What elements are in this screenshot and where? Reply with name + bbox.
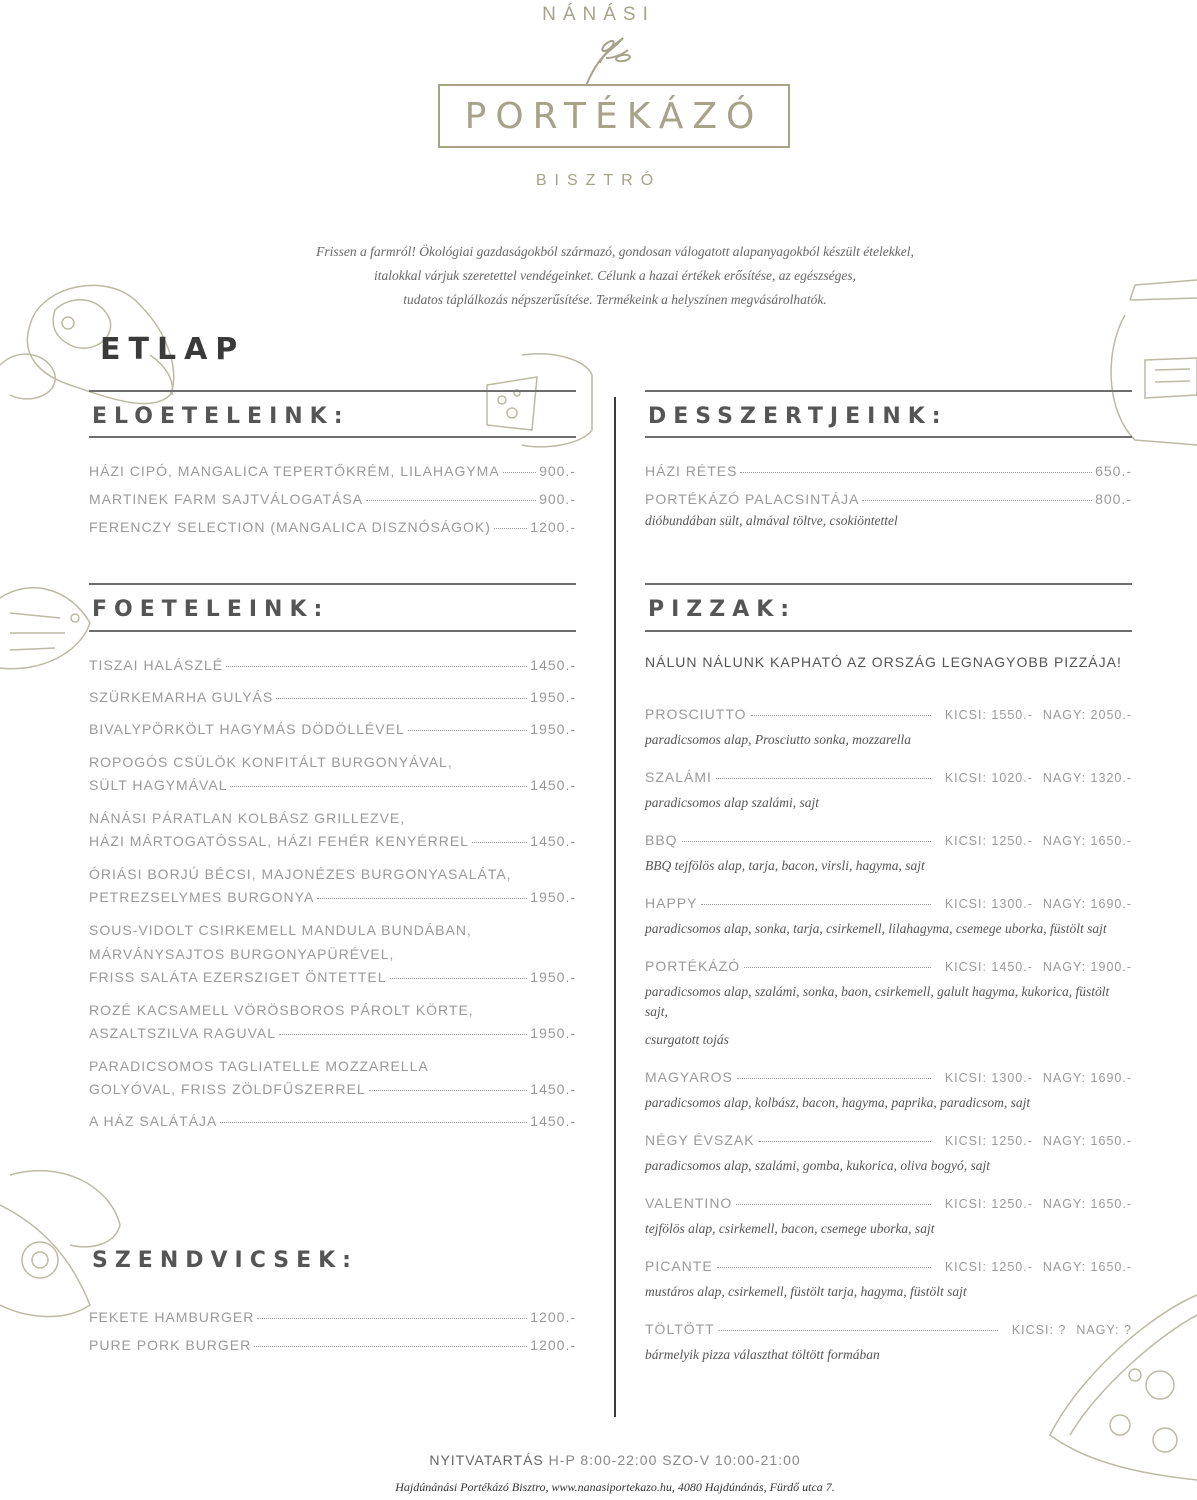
menu-item-name: GOLYÓVAL, FRISS ZÖLDFŰSZERREL (89, 1081, 366, 1097)
pizza-item (645, 769, 1132, 813)
intro-line: tudatos táplálkozás népszerűsítése. Termékeink a helyszínen megvásárolhatók. (403, 292, 827, 307)
pizza-price-small: KICSI: 1300.- (944, 1071, 1033, 1085)
menu-item-name: FRISS SALÁTA EZERSZIGET ÖNTETTEL (89, 969, 387, 985)
pizza-row (645, 832, 1132, 848)
dot-leader (257, 1318, 527, 1319)
menu-item-row (89, 886, 576, 908)
pizza-item (645, 1258, 1132, 1302)
pizza-prices (945, 834, 1132, 848)
pizza-name: NÉGY ÉVSZAK (645, 1132, 755, 1148)
menu-item (89, 1054, 576, 1100)
pizza-row (645, 1258, 1132, 1274)
pizza-price-large: NAGY: 1900.- (1042, 960, 1132, 974)
menu-item-line: ROZÉ KACSAMELL VÖRÖSBOROS PÁROLT KÖRTE, (89, 1002, 474, 1018)
menu-item-name: MARTINEK FARM SAJTVÁLOGATÁSA (89, 491, 364, 507)
pizza-name: TÖLTÖTT (645, 1321, 715, 1337)
dot-leader (230, 786, 527, 787)
pizza-row (645, 1069, 1132, 1085)
menu-item-name: PURE PORK BURGER (89, 1337, 252, 1353)
pizza-name: MAGYAROS (645, 1069, 733, 1085)
footer-address: Hajdúnánási Portékázó Bisztro, www.nanasiportekazo.hu, 4080 Hajdúnánás, Fürdő utca 7. (395, 1480, 835, 1494)
dot-leader (701, 904, 930, 905)
section-rule (89, 390, 576, 392)
pizza-description: tejfölös alap, csirkemell, bacon, csemege uborka, sajt (645, 1221, 935, 1236)
menu-item (89, 1110, 576, 1132)
pizza-prices (945, 960, 1132, 974)
dot-leader (682, 841, 931, 842)
pizza-prices (945, 1134, 1132, 1148)
menu-item-description: dióbundában sült, almával töltve, csokiöntettel (645, 513, 898, 528)
menu-item-line: SOUS-VIDOLT CSIRKEMELL MANDULA BUNDÁBAN, (89, 922, 472, 938)
pizza-name: PORTÉKÁZÓ (645, 958, 741, 974)
menu-item-row (89, 1337, 576, 1353)
logo-main-text: PORTÉKÁZÓ (464, 96, 764, 137)
pizza-description: paradicsomos alap, szalámi, sonka, baon, csirkemell, galult hagyma, kukorica, füstölt sajt, (645, 984, 1110, 1019)
menu-item (89, 718, 576, 740)
menu-item-price: 1200.- (530, 1337, 576, 1353)
menu-item-name: SÜLT HAGYMÁVAL (89, 777, 228, 793)
pizza-price-large: NAGY: 2050.- (1042, 708, 1132, 722)
dot-leader (472, 842, 527, 843)
dot-leader (408, 730, 528, 731)
menu-item-name: BIVALYPÖRKÖLT HAGYMÁS DÖDÖLLÉVEL (89, 721, 405, 737)
menu-item-name: FEKETE HAMBURGER (89, 1309, 255, 1325)
menu-item-price: 900.- (539, 491, 576, 507)
dot-leader (317, 898, 527, 899)
menu-item-name: HÁZI CIPÓ, MANGALICA TEPERTŐKRÉM, LILAHAGYMA (89, 463, 500, 479)
pizza-prices (945, 708, 1132, 722)
menu-item-price: 1450.- (530, 777, 576, 793)
menu-item-line: ROPOGÓS CSÜLÖK KONFITÁLT BURGONYÁVAL, (89, 754, 453, 770)
menu-item-price: 1950.- (530, 689, 576, 705)
section-rule (645, 583, 1132, 585)
cheese-sketch (482, 345, 602, 455)
menu-item-line: NÁNÁSI PÁRATLAN KOLBÁSZ GRILLEZVE, (89, 810, 406, 826)
pizza-name: BBQ (645, 832, 678, 848)
menu-item (89, 862, 576, 908)
pizza-name: PICANTE (645, 1258, 713, 1274)
pizza-price-large: NAGY: 1320.- (1042, 771, 1132, 785)
pizza-price-large: NAGY: ? (1076, 1323, 1132, 1337)
szendvicsek-list (89, 1309, 576, 1365)
dot-leader (717, 1267, 931, 1268)
menu-item-name: PETREZSELYMES BURGONYA (89, 889, 315, 905)
pizza-description: paradicsomos alap, sonka, tarja, csirkemell, lilahagyma, csemege uborka, füstölt sajt (645, 921, 1107, 936)
menu-item-row (89, 774, 576, 796)
menu-item-price: 1450.- (530, 1113, 576, 1129)
menu-item-line: ÓRIÁSI BORJÚ BÉCSI, MAJONÉZES BURGONYASALÁTA, (89, 866, 512, 882)
dot-leader (494, 528, 527, 529)
intro-line: italokkal várjuk szeretettel vendégeinket. Célunk a hazai értékek erősítése, az egészséges, (374, 268, 856, 283)
pizza-prices (945, 1197, 1132, 1211)
desszertek-list (645, 463, 1132, 541)
menu-item-row (89, 830, 576, 852)
menu-item-price: 1450.- (530, 833, 576, 849)
menu-item-row (89, 491, 576, 507)
pizza-item (645, 1069, 1132, 1113)
dot-leader (751, 715, 931, 716)
dot-leader (276, 698, 527, 699)
menu-item-name: TISZAI HALÁSZLÉ (89, 657, 224, 673)
menu-item-name: A HÁZ SALÁTÁJA (89, 1113, 218, 1129)
menu-item-row (89, 654, 576, 676)
wheat-icon (578, 28, 638, 88)
menu-item-name: PORTÉKÁZÓ PALACSINTÁJA (645, 491, 860, 507)
pizza-name: PROSCIUTTO (645, 706, 747, 722)
eloetelek-list (89, 463, 576, 547)
pizza-name: VALENTINO (645, 1195, 733, 1211)
pizza-description: csurgatott tojás (645, 1032, 729, 1047)
pizza-price-large: NAGY: 1690.- (1042, 1071, 1132, 1085)
menu-item-row (645, 463, 1132, 479)
pizza-price-large: NAGY: 1650.- (1042, 1134, 1132, 1148)
menu-item-row (89, 1110, 576, 1132)
dot-leader (226, 666, 527, 667)
jar-sketch (1105, 270, 1197, 450)
dot-leader (366, 500, 536, 501)
opening-hours-value: H-P 8:00-22:00 SZO-V 10:00-21:00 (548, 1452, 801, 1468)
menu-item (89, 806, 576, 852)
menu-item-row (89, 686, 576, 708)
menu-item-price: 1200.- (530, 519, 576, 535)
menu-item-price: 1950.- (530, 969, 576, 985)
pizza-description: paradicsomos alap szalámi, sajt (645, 795, 820, 810)
pizza-prices (945, 1260, 1132, 1274)
menu-item-row (89, 519, 576, 535)
pizza-row (645, 1195, 1132, 1211)
fish-sketch (0, 578, 100, 678)
menu-item-name: ASZALTSZILVA RAGUVAL (89, 1025, 277, 1041)
pizza-price-small: KICSI: 1300.- (944, 897, 1033, 911)
pizza-price-large: NAGY: 1650.- (1042, 834, 1132, 848)
dot-leader (862, 500, 1092, 501)
pizza-name: SZALÁMI (645, 769, 712, 785)
menu-item-price: 900.- (539, 463, 576, 479)
pizza-row (645, 958, 1132, 974)
menu-item-price: 1950.- (530, 889, 576, 905)
column-divider (614, 397, 616, 1417)
section-rule (645, 390, 1132, 392)
menu-item-name: HÁZI MÁRTOGATÓSSAL, HÁZI FEHÉR KENYÉRREL (89, 833, 469, 849)
pizza-price-small: KICSI: 1020.- (944, 771, 1033, 785)
dot-leader (369, 1090, 528, 1091)
pizza-row (645, 895, 1132, 911)
pizza-description: bármelyik pizza választhat töltött formában (645, 1347, 880, 1362)
dot-leader (744, 967, 931, 968)
opening-hours (0, 1452, 1197, 1468)
menu-item-name: HÁZI RÉTES (645, 463, 738, 479)
menu-item (89, 654, 576, 676)
section-title-eloetelek: ELOETELEINK: (92, 404, 350, 429)
menu-item (89, 998, 576, 1044)
menu-item-price: 1950.- (530, 1025, 576, 1041)
dot-leader (716, 778, 931, 779)
section-title-pizzak: PIZZAK: (648, 597, 797, 622)
pizza-description: mustáros alap, csirkemell, füstölt tarja, hagyma, füstölt sajt (645, 1284, 967, 1299)
dot-leader (279, 1034, 527, 1035)
pizza-price-large: NAGY: 1690.- (1042, 897, 1132, 911)
dot-leader (390, 978, 528, 979)
pizza-price-large: NAGY: 1650.- (1042, 1260, 1132, 1274)
pizza-price-small: KICSI: ? (1011, 1323, 1067, 1337)
menu-item-price: 1450.- (530, 657, 576, 673)
pizza-prices (945, 1071, 1132, 1085)
pizzak-list (645, 706, 1132, 1384)
menu-item-row (89, 1022, 576, 1044)
section-rule (89, 436, 576, 438)
menu-item-name: SZÜRKEMARHA GULYÁS (89, 689, 274, 705)
pizza-row (645, 1321, 1132, 1337)
pizza-price-small: KICSI: 1250.- (944, 834, 1033, 848)
menu-item (645, 491, 1132, 529)
dot-leader (254, 1346, 527, 1347)
pizza-note: NÁLUN NÁLUNK KAPHATÓ AZ ORSZÁG LEGNAGYOBB PIZZÁJA! (645, 654, 1122, 670)
menu-item-row (89, 1309, 576, 1325)
menu-item-price: 1200.- (530, 1309, 576, 1325)
pizza-price-small: KICSI: 1250.- (944, 1260, 1033, 1274)
pizza-prices (945, 771, 1132, 785)
menu-item (89, 750, 576, 796)
pizza-row (645, 706, 1132, 722)
pizza-description: paradicsomos alap, kolbász, bacon, hagyma, paprika, paradicsom, sajt (645, 1095, 1031, 1110)
pizza-name: HAPPY (645, 895, 698, 911)
section-rule (89, 630, 576, 632)
intro-text (250, 240, 980, 312)
pizza-item (645, 895, 1132, 939)
menu-item-name: FERENCZY SELECTION (MANGALICA DISZNÓSÁGOK) (89, 519, 491, 535)
pizza-price-large: NAGY: 1650.- (1042, 1197, 1132, 1211)
menu-item (89, 918, 576, 988)
pizza-price-small: KICSI: 1550.- (944, 708, 1033, 722)
pizza-description: paradicsomos alap, Prosciutto sonka, mozzarella (645, 732, 911, 747)
section-rule (89, 583, 576, 585)
pizza-item (645, 1195, 1132, 1239)
pizza-item (645, 1321, 1132, 1365)
menu-item (89, 686, 576, 708)
menu-item-line: MÁRVÁNYSAJTOS BURGONYAPÜRÉVEL, (89, 946, 395, 962)
intro-line: Frissen a farmról! Ökológiai gazdaságokból származó, gondosan válogatott alapanyagokból készült ételekkel, (316, 244, 914, 259)
menu-item-row (89, 1078, 576, 1100)
menu-item-row (89, 463, 576, 479)
dot-leader (719, 1330, 998, 1331)
pizza-item (645, 706, 1132, 750)
menu-item-line: PARADICSOMOS TAGLIATELLE MOZZARELLA (89, 1058, 429, 1074)
section-rule (645, 436, 1132, 438)
section-rule (645, 630, 1132, 632)
section-title-foetelek: FOETELEINK: (92, 597, 330, 622)
pizza-item (645, 1132, 1132, 1176)
menu-item-price: 1450.- (530, 1081, 576, 1097)
pizza-item (645, 958, 1132, 1050)
pizza-price-small: KICSI: 1450.- (944, 960, 1033, 974)
pizza-row (645, 1132, 1132, 1148)
section-title-desszertek: DESSZERTJEINK: (648, 404, 948, 429)
menu-item-price: 800.- (1095, 491, 1132, 507)
dot-leader (737, 1078, 931, 1079)
pizza-prices (945, 897, 1132, 911)
pizza-description: paradicsomos alap, szalámi, gomba, kukorica, oliva bogyó, sajt (645, 1158, 990, 1173)
menu-item-price: 1950.- (530, 721, 576, 737)
dot-leader (740, 472, 1092, 473)
logo-top-text: NÁNÁSI (542, 4, 655, 25)
foetelek-list (89, 654, 576, 1142)
menu-item-row (89, 966, 576, 988)
dot-leader (220, 1122, 527, 1123)
menu-item (645, 463, 1132, 479)
page-title: ETLAP (100, 332, 246, 367)
pizza-price-small: KICSI: 1250.- (944, 1134, 1033, 1148)
logo-bottom-text: BISZTRÓ (535, 172, 662, 189)
menu-item-row (89, 718, 576, 740)
dot-leader (503, 472, 536, 473)
section-title-szendvicsek: SZENDVICSEK: (92, 1248, 358, 1273)
dot-leader (736, 1204, 931, 1205)
pizza-price-small: KICSI: 1250.- (944, 1197, 1033, 1211)
pizza-prices (1012, 1323, 1132, 1337)
sandwich-sketch (0, 1165, 125, 1325)
pizza-row (645, 769, 1132, 785)
dot-leader (759, 1141, 931, 1142)
opening-hours-label: NYITVATARTÁS (429, 1452, 544, 1468)
pizza-description: BBQ tejfölös alap, tarja, bacon, virsli, hagyma, sajt (645, 858, 925, 873)
pizza-item (645, 832, 1132, 876)
menu-item-row (645, 491, 1132, 507)
menu-item-price: 650.- (1095, 463, 1132, 479)
